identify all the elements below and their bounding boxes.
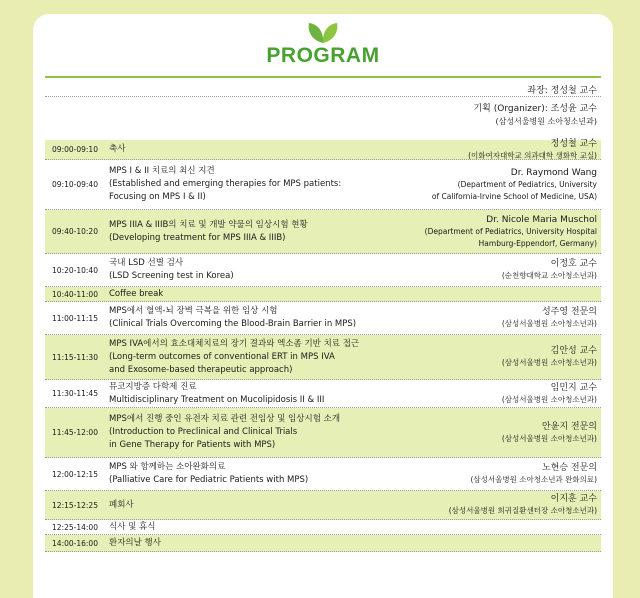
meta-divider [45, 96, 601, 97]
title-divider [45, 76, 601, 78]
speaker-affiliation: (삼성서울병원 소아청소년과) [501, 358, 597, 367]
speaker-name: Dr. Raymond Wang [510, 167, 597, 178]
organizer-line: 기획 (Organizer): 조성윤 교수 [473, 104, 597, 114]
schedule-row [45, 520, 601, 535]
time-slot: 09:00-09:10 [52, 145, 98, 154]
schedule-row [45, 408, 601, 458]
program-line: Multidisciplinary Treatment on Mucolipidosis II & III [109, 394, 325, 405]
schedule-row [45, 160, 601, 210]
speaker-affiliation: (Department of Pediatrics, University [457, 179, 597, 189]
page-title: PROGRAM [266, 44, 380, 67]
speaker-affiliation: (이화여자대학교 의과대학 생화학 교실) [468, 150, 597, 160]
schedule-row [45, 380, 601, 408]
speaker-affiliation: (삼성서울병원 소아청소년과) [501, 394, 597, 404]
program-line: and Exosome-based therapeutic approach) [109, 364, 293, 375]
program-line: (LSD Screening test in Korea) [109, 271, 234, 281]
time-slot: 12:15-12:25 [52, 500, 98, 510]
speaker-info [337, 210, 597, 253]
time-slot: 09:10-09:40 [52, 180, 98, 189]
program-card [33, 14, 613, 598]
program-line: 환자의날 행사 [109, 537, 161, 548]
program-line: 국내 LSD 선별 검사 [109, 258, 184, 268]
program-line: 축사 [109, 144, 126, 154]
schedule-row [45, 302, 601, 335]
leaf-icon [301, 20, 345, 44]
speaker-info [337, 458, 597, 490]
program-line: 식사 및 휴식 [109, 521, 156, 532]
speaker-info [337, 491, 597, 519]
time-slot: 11:45-12:00 [52, 428, 98, 437]
speaker-affiliation: (Department of Pediatrics, University Hospital [424, 226, 597, 236]
time-slot: 11:30-11:45 [52, 389, 98, 398]
schedule-row [45, 210, 601, 254]
speaker-info [337, 380, 597, 407]
speaker-info [337, 160, 597, 209]
schedule-row [45, 254, 601, 287]
program-line: MPS IIIA & IIIB의 치료 및 개발 약물의 임상시험 현황 [109, 219, 308, 230]
program-line: MPS I & II 치료의 최신 지견 [109, 166, 215, 176]
time-slot: 10:40-11:00 [52, 289, 98, 299]
speaker-name: Dr. Nicole Maria Muschol [486, 214, 597, 225]
program-line: in Gene Therapy for Patients with MPS) [109, 440, 276, 450]
program-line: (Introduction to Preclinical and Clinical Trials [109, 427, 298, 437]
speaker-name: 임민지 교수 [550, 382, 597, 393]
speaker-info [337, 335, 597, 379]
program-line: MPS IVA에서의 효소대체치료의 장기 결과와 엑소좀 기반 치료 접근 [109, 338, 360, 349]
program-line: Focusing on MPS I & II) [109, 192, 206, 202]
speaker-affiliation: Hamburg-Eppendorf, Germany) [478, 238, 597, 248]
time-slot: 11:15-11:30 [52, 352, 98, 362]
schedule-row [45, 335, 601, 380]
program-line: 뮤코지방증 다학제 진료 [109, 381, 197, 392]
time-slot: 09:40-10:20 [52, 227, 98, 236]
schedule-row [45, 458, 601, 491]
program-line: MPS에서 진행 중인 유전자 치료 관련 전임상 및 임상시험 소개 [109, 414, 341, 424]
program-title [109, 520, 399, 534]
program-line: (Developing treatment for MPS IIIA & IIIB) [109, 232, 286, 243]
speaker-name: 정성철 교수 [550, 138, 597, 149]
organizer-affiliation: (삼성서울병원 소아청소년과) [495, 117, 597, 126]
speaker-info [337, 254, 597, 286]
speaker-affiliation: of California-Irvine School of Medicine, USA) [431, 191, 597, 201]
speaker-affiliation: (삼성서울병원 소아청소년과 완화의료) [470, 475, 597, 484]
program-line: Coffee break [109, 288, 164, 299]
program-line: (Clinical Trials Overcoming the Blood-Brain Barrier in MPS) [109, 319, 357, 329]
speaker-affiliation: (삼성서울병원 소아청소년과) [501, 319, 597, 328]
program-title [109, 535, 399, 551]
speaker-affiliation: (순천향대학교 소아청소년과) [501, 271, 597, 280]
program-line: MPS 와 함께하는 소아완화의료 [109, 462, 226, 472]
speaker-affiliation: (삼성서울병원 희귀질환센터장 소아청소년과) [448, 506, 597, 515]
program-title [109, 287, 399, 301]
speaker-name: 성주영 전문의 [541, 307, 597, 317]
speaker-name: 이지훈 교수 [550, 494, 597, 504]
speaker-info [337, 302, 597, 334]
program-line: (Established and emerging therapies for MPS patients: [109, 179, 342, 189]
speaker-name: 이정호 교수 [550, 259, 597, 269]
speaker-info [337, 140, 597, 159]
program-line: MPS에서 혈액-뇌 장벽 극복을 위한 임상 시험 [109, 306, 278, 316]
schedule-row [45, 491, 601, 520]
chair-line: 좌장: 정성철 교수 [527, 86, 597, 96]
time-slot: 12:00-12:15 [52, 469, 98, 479]
time-slot: 14:00-16:00 [52, 538, 98, 548]
schedule-row [45, 287, 601, 302]
speaker-info [337, 408, 597, 457]
time-slot: 11:00-11:15 [52, 313, 98, 323]
program-line: 폐회사 [109, 499, 134, 510]
program-line: (Palliative Care for Pediatric Patients with MPS) [109, 475, 309, 485]
schedule-row [45, 140, 601, 160]
program-line: (Long-term outcomes of conventional ERT in MPS IVA [109, 351, 335, 362]
speaker-name: 안윤지 전문의 [541, 421, 597, 432]
speaker-affiliation: (삼성서울병원 소아청소년과) [501, 433, 597, 443]
time-slot: 12:25-14:00 [52, 522, 98, 532]
time-slot: 10:20-10:40 [52, 265, 98, 275]
schedule-table [45, 140, 601, 552]
speaker-name: 김안성 교수 [550, 346, 597, 356]
schedule-row [45, 535, 601, 552]
speaker-name: 노현승 전문의 [541, 463, 597, 473]
